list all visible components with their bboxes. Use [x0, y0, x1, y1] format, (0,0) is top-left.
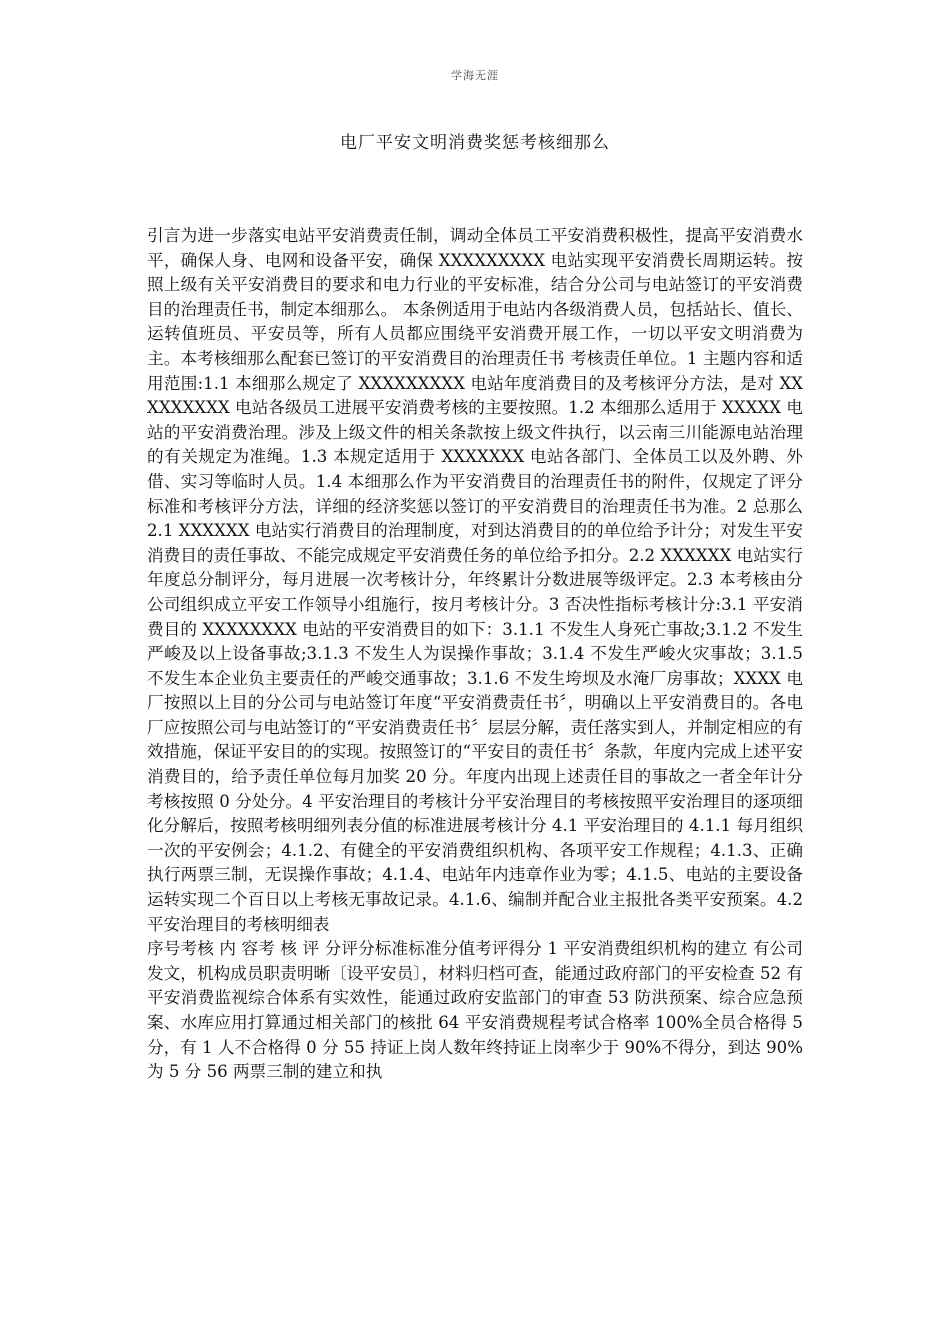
document-title: 电厂平安文明消费奖惩考核细那么	[340, 133, 610, 153]
body-paragraph: 引言为进一步落实电站平安消费责任制，调动全体员工平安消费积极性，提高平安消费水平，确保人身、电网和设备平安，确保 XXXXXXXXX 电站实现平安消费长周期运转。按照上级有关平安消费目的要求和电力行业的平安标准，结合分公司与电站签订的平安消费目的治理责任书，制定本细那么。 本条例适用于电站内各级消费人员，包括站长、值长、运转值班员、平安员等，所有人员都应围绕平安消费开展工作，一切以平安文明消费为主。本考核细那么配套已签订的平安消费目的治理责任书 考核责任单位。1 主题内容和适用范围:1.1 本细那么规定了 XXXXXXXXX 电站年度消费目的及考核评分方法，是对 XXXXXXXXX 电站各级员工进展平安消费考核的主要按照。1.2 本细那么适用于 XXXXX 电站的平安消费治理。涉及上级文件的相关条款按上级文件执行，以云南三川能源电站治理的有关规定为准绳。1.3 本规定适用于 XXXXXXX 电站各部门、全体员工以及外聘、外借、实习等临时人员。1.4 本细那么作为平安消费目的治理责任书的附件，仅规定了评分标准和考核评分方法，详细的经济奖惩以签订的平安消费目的治理责任书为准。2 总那么 2.1 XXXXXX 电站实行消费目的治理制度，对到达消费目的的单位给予计分；对发生平安消费目的责任事故、不能完成规定平安消费任务的单位给予扣分。2.2 XXXXXX 电站实行年度总分制评分，每月进展一次考核计分，年终累计分数进展等级评定。2.3 本考核由分公司组织成立平安工作领导小组施行，按月考核计分。3 否决性指标考核计分:3.1 平安消费目的 XXXXXXXX 电站的平安消费目的如下：3.1.1 不发生人身死亡事故;3.1.2 不发生严峻及以上设备事故;3.1.3 不发生人为误操作事故；3.1.4 不发生严峻火灾事故；3.1.5 不发生本企业负主要责任的严峻交通事故；3.1.6 不发生垮坝及水淹厂房事故；XXXX 电厂按照以上目的分公司与电站签订年度“平安消费责任书〞，明确以上平安消费目的。各电厂应按照公司与电站签订的“平安消费责任书〞层层分解，责任落实到人，并制定相应的有效措施，保证平安目的的实现。按照签订的“平安目的责任书〞条款，年度内完成上述平安消费目的，给予责任单位每月加奖 20 分。年度内出现上述责任目的事故之一者全年计分考核按照 0 分处分。4 平安治理目的考核计分平安治理目的考核按照平安治理目的逐项细化分解后，按照考核明细列表分值的标准进展考核计分 4.1 平安治理目的 4.1.1 每月组织一次的平安例会；4.1.2、有健全的平安消费组织机构、各项平安工作规程；4.1.3、正确执行两票三制，无误操作事故；4.1.4、电站年内违章作业为零；4.1.5、电站的主要设备运转实现二个百日以上考核无事故记录。4.1.6、编制并配合业主报批各类平安预案。4.2 平安治理目的考核明细表	[147, 226, 803, 934]
body-paragraph: 序号考核 内 容考 核 评 分评分标准标准分值考评得分 1 平安消费组织机构的建立 有公司发文，机构成员职责明晰〔设平安员〕，材料归档可查，能通过政府部门的平安检查 52 有平安消费监视综合体系有实效性，能通过政府安监部门的审查 53 防洪预案、综合应急预案、水库应用打算通过相关部门的核批 64 平安消费规程考试合格率 100%全员合格得 5 分，有 1 人不合格得 0 分 55 持证上岗人数年终持证上岗率少于 90%不得分，到达 90%为 5 分 56 两票三制的建立和执	[147, 939, 804, 1082]
page-header: 学海无涯	[451, 69, 499, 82]
document-body	[147, 224, 803, 1085]
